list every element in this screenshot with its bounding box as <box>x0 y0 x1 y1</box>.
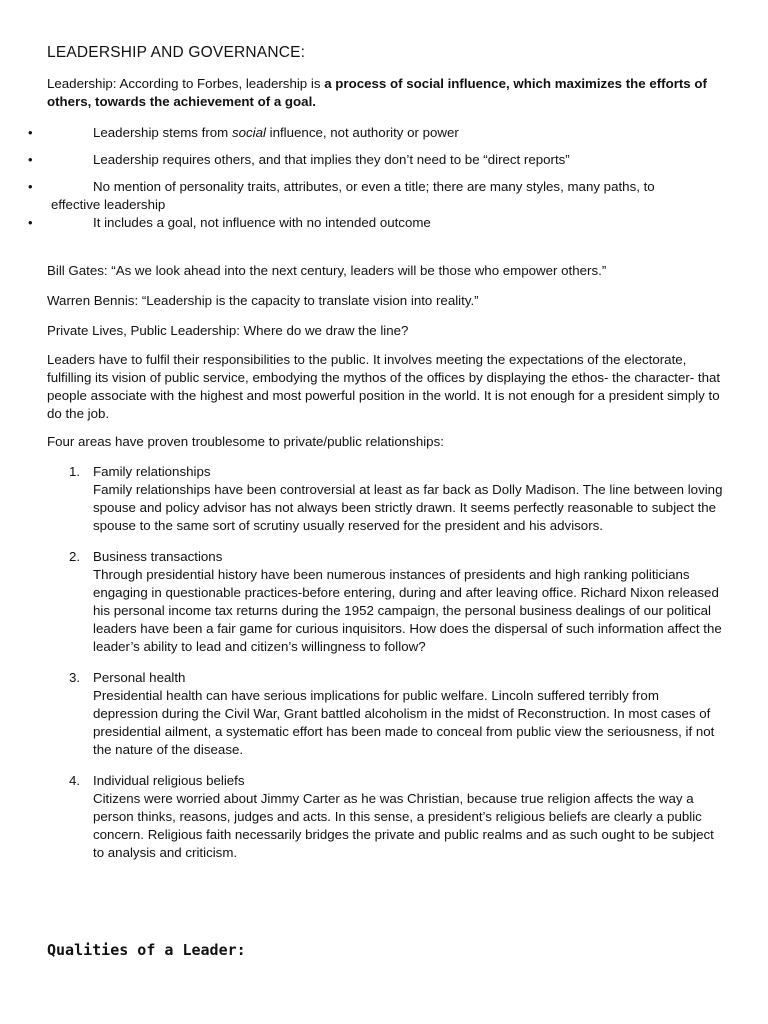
leadership-definition <box>47 75 727 111</box>
list-number: 1. <box>69 464 81 479</box>
private-lives-heading: Private Lives, Public Leadership: Where do we draw the line? <box>47 323 409 338</box>
troublesome-areas-list <box>0 463 768 875</box>
list-number: 3. <box>69 670 81 685</box>
area-body: Citizens were worried about Jimmy Carter as he was Christian, because true religion affects the way a person thinks, reasons, judges and acts. In this sense, a president’s religious beliefs are clearly a public concern. Religious faith necessarily bridges the private and public realms and as such ought to be subject to analysis and criticism. <box>93 791 714 860</box>
list-number: 2. <box>69 549 81 564</box>
list-item <box>0 548 723 656</box>
bullet-italic: social <box>231 125 266 140</box>
definition-prefix: Leadership: According to Forbes, leadership is <box>47 76 325 91</box>
area-body: Through presidential history have been numerous instances of presidents and high ranking politicians engaging in questionable practices-before entering, during and after leaving office. Richard Nixon released his personal income tax returns during the 1952 campaign, the personal business dealings of our political leaders have been a fair game for curious inquisitors. How does the dispersal of such information affect the leader’s ability to lead and citizen’s willingness to follow? <box>93 567 722 654</box>
area-title: Individual religious beliefs <box>93 773 245 788</box>
leaders-paragraph: Leaders have to fulfil their responsibilities to the public. It involves meeting the expectations of the electorate, fulfilling its vision of public service, embodying the mythos of the offices by displaying the ethos- the character- that people associate with the highest and most powerful position in the world. It is not enough for a president simply to do the job. <box>47 352 721 421</box>
list-item <box>0 463 723 535</box>
bullet-text-before: Leadership stems from <box>93 125 232 140</box>
leadership-bullet-list <box>0 124 768 232</box>
area-body: Family relationships have been controversial at least as far back as Dolly Madison. The line between loving spouse and policy advisor has not always been strictly drawn. It seems perfectly reasonable to subject the spouse to the same sort of scrutiny usually reserved for the president and his advisors. <box>93 482 723 533</box>
definition-bold: a process of social influence, which maximizes the efforts of others, towards the achievement of a goal. <box>47 76 707 109</box>
quote-warren-bennis: Warren Bennis: “Leadership is the capacity to translate vision into reality.” <box>47 293 479 308</box>
list-item <box>0 178 713 214</box>
bullet-text: It includes a goal, not influence with no intended outcome <box>93 215 431 230</box>
bullet-marker: • <box>28 125 33 140</box>
qualities-heading: Qualities of a Leader: <box>47 941 246 959</box>
area-title: Personal health <box>93 670 186 685</box>
quote-bill-gates: Bill Gates: “As we look ahead into the next century, leaders will be those who empower others.” <box>47 263 607 278</box>
four-areas-intro: Four areas have proven troublesome to private/public relationships: <box>47 434 444 449</box>
area-title: Family relationships <box>93 464 211 479</box>
list-item <box>0 669 723 759</box>
page-title: LEADERSHIP AND GOVERNANCE: <box>47 44 306 61</box>
area-title: Business transactions <box>93 549 223 564</box>
bullet-text-after: influence, not authority or power <box>265 125 459 140</box>
bullet-marker: • <box>28 152 33 167</box>
bullet-text: Leadership requires others, and that implies they don’t need to be “direct reports” <box>93 152 570 167</box>
list-item <box>0 214 713 232</box>
bullet-continuation: effective leadership <box>51 197 166 212</box>
bullet-marker: • <box>28 215 33 230</box>
area-body: Presidential health can have serious implications for public welfare. Lincoln suffered terribly from depression during the Civil War, Grant battled alcoholism in the midst of Reconstruction. In most cases of presidential ailment, a systematic effort has been made to conceal from public view the seriousness, if not the nature of the disease. <box>93 688 715 757</box>
list-item <box>0 151 713 169</box>
bullet-marker: • <box>28 179 33 194</box>
list-item <box>0 124 713 142</box>
list-item <box>0 772 723 862</box>
bullet-text: No mention of personality traits, attributes, or even a title; there are many styles, many paths, to <box>93 179 655 194</box>
list-number: 4. <box>69 773 81 788</box>
